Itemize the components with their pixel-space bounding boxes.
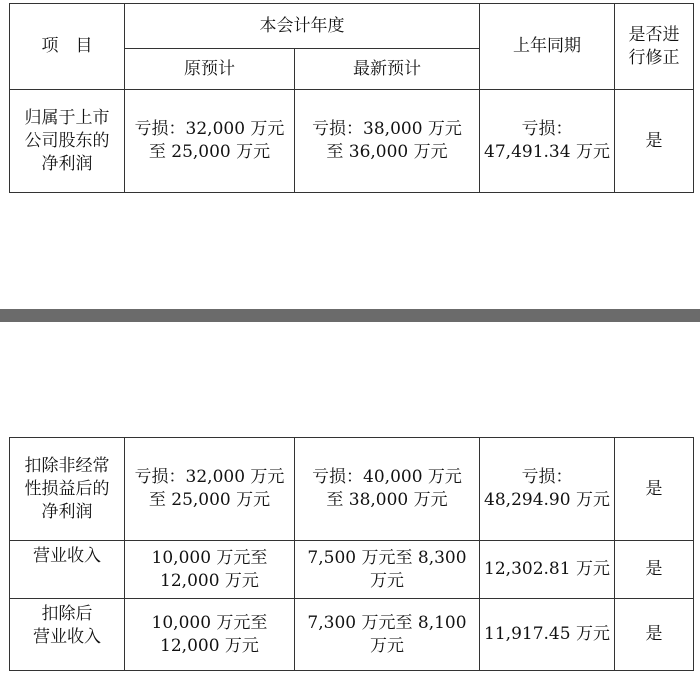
cell-prior-year: 12,302.81 万元	[480, 541, 615, 599]
cell-original-forecast: 10,000 万元至 12,000 万元	[125, 541, 295, 599]
cell-original-forecast: 亏损：32,000 万元 至 25,000 万元	[125, 90, 295, 193]
cell-latest-forecast: 亏损：40,000 万元 至 38,000 万元	[295, 438, 480, 541]
forecast-table-bottom	[9, 437, 694, 671]
cell-prior-year: 亏损： 47,491.34 万元	[480, 90, 615, 193]
cell-latest-forecast: 亏损：38,000 万元 至 36,000 万元	[295, 90, 480, 193]
cell-latest-forecast: 7,300 万元至 8,100 万元	[295, 599, 480, 671]
cell-revised: 是	[615, 438, 694, 541]
cell-prior-year: 亏损： 48,294.90 万元	[480, 438, 615, 541]
cell-revised: 是	[615, 541, 694, 599]
cell-revised: 是	[615, 90, 694, 193]
cell-original-forecast: 10,000 万元至 12,000 万元	[125, 599, 295, 671]
table-row	[10, 438, 694, 541]
header-item: 项 目	[10, 4, 125, 90]
header-original-forecast: 原预计	[125, 49, 295, 90]
page-divider	[0, 309, 700, 322]
cell-item: 营业收入	[10, 541, 125, 599]
table-row	[10, 90, 694, 193]
cell-item: 扣除后 营业收入	[10, 599, 125, 671]
header-latest-forecast: 最新预计	[295, 49, 480, 90]
table-row	[10, 599, 694, 671]
header-row	[10, 4, 694, 49]
cell-item: 归属于上市 公司股东的 净利润	[10, 90, 125, 193]
cell-latest-forecast: 7,500 万元至 8,300 万元	[295, 541, 480, 599]
header-revised: 是否进 行修正	[615, 4, 694, 90]
cell-item: 扣除非经常 性损益后的 净利润	[10, 438, 125, 541]
table-row	[10, 541, 694, 599]
cell-original-forecast: 亏损：32,000 万元 至 25,000 万元	[125, 438, 295, 541]
cell-prior-year: 11,917.45 万元	[480, 599, 615, 671]
header-prior-year: 上年同期	[480, 4, 615, 90]
cell-revised: 是	[615, 599, 694, 671]
header-current-year: 本会计年度	[125, 4, 480, 49]
forecast-table-top	[9, 3, 694, 193]
